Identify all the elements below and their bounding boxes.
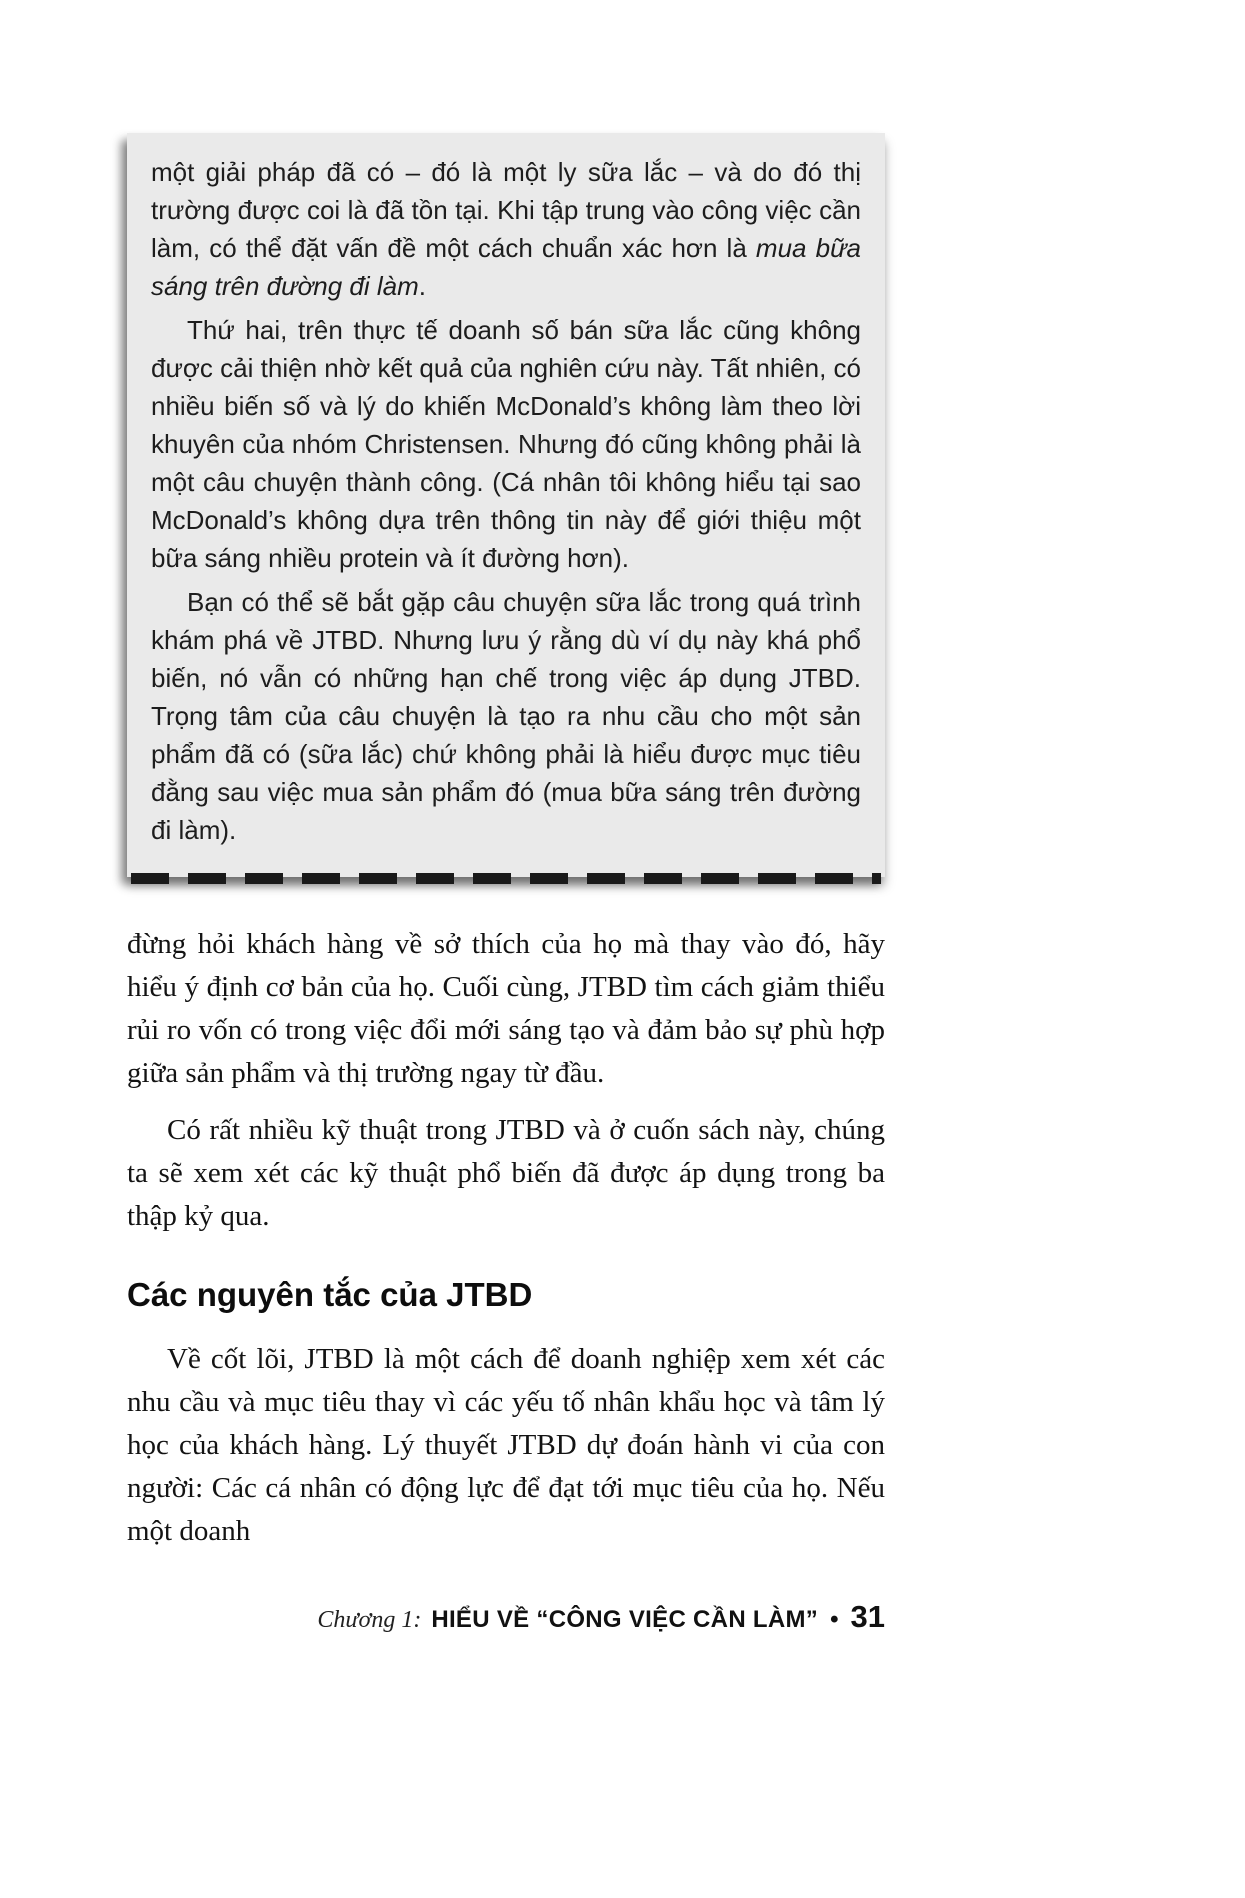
page-footer [127, 1599, 885, 1635]
body-paragraph-1: đừng hỏi khách hàng về sở thích của họ mà thay vào đó, hãy hiểu ý định cơ bản của họ. Cuối cùng, JTBD tìm cách giảm thiểu rủi ro vốn có trong việc đổi mới sáng tạo và đảm bảo sự phù hợp giữa sản phẩm và thị trường ngay từ đầu. [127, 928, 885, 1089]
callout-paragraph-1-text: một giải pháp đã có – đó là một ly sữa lắc – và do đó thị trường được coi là đã tồn tại. Khi tập trung vào công việc cần làm, có thể đặt vấn đề một cách chuẩn xác hơn là [151, 157, 861, 263]
body-paragraph-3: Về cốt lõi, JTBD là một cách để doanh nghiệp xem xét các nhu cầu và mục tiêu thay vì các yếu tố nhân khẩu học và tâm lý học của khách hàng. Lý thuyết JTBD dự đoán hành vi của con người: Các cá nhân có động lực để đạt tới mục tiêu của họ. Nếu một doanh [127, 1343, 885, 1547]
callout-paragraph-1-end: . [418, 271, 427, 301]
callout-paragraph-1 [151, 153, 861, 305]
text-column [127, 133, 885, 1635]
callout-paragraph-3: Bạn có thể sẽ bắt gặp câu chuyện sữa lắc trong quá trình khám phá về JTBD. Nhưng lưu ý rằng dù ví dụ này khá phổ biến, nó vẫn có những hạn chế trong việc áp dụng JTBD. Trọng tâm của câu chuyện là tạo ra nhu cầu cho một sản phẩm đã có (sữa lắc) chứ không phải là hiểu được mục tiêu đằng sau việc mua sản phẩm đó (mua bữa sáng trên đường đi làm). [151, 587, 861, 845]
section-heading-jtbd-principles: Các nguyên tắc của JTBD [127, 1276, 533, 1313]
chapter-label: Chương 1: [317, 1607, 422, 1633]
callout-paragraph-2: Thứ hai, trên thực tế doanh số bán sữa lắc cũng không được cải thiện nhờ kết quả của nghiên cứu này. Tất nhiên, có nhiều biến số và lý do khiến McDonald’s không làm theo lời khuyên của nhóm Christensen. Nhưng đó cũng không phải là một câu chuyện thành công. (Cá nhân tôi không hiểu tại sao McDonald’s không dựa trên thông tin này để giới thiệu một bữa sáng nhiều protein và ít đường hơn). [151, 315, 861, 573]
page-number: 31 [850, 1599, 885, 1634]
callout-italic-phrase: mua bữa sáng trên đường đi làm [151, 233, 862, 301]
footer-separator-dot: • [830, 1606, 839, 1633]
milkshake-excerpt-box [127, 133, 885, 877]
chapter-title: HIỂU VỀ “CÔNG VIỆC CẦN LÀM” [431, 1606, 819, 1633]
torn-edge-decoration [131, 873, 881, 884]
body-paragraph-2: Có rất nhiều kỹ thuật trong JTBD và ở cuốn sách này, chúng ta sẽ xem xét các kỹ thuật phổ biến đã được áp dụng trong ba thập kỷ qua. [127, 1114, 885, 1232]
